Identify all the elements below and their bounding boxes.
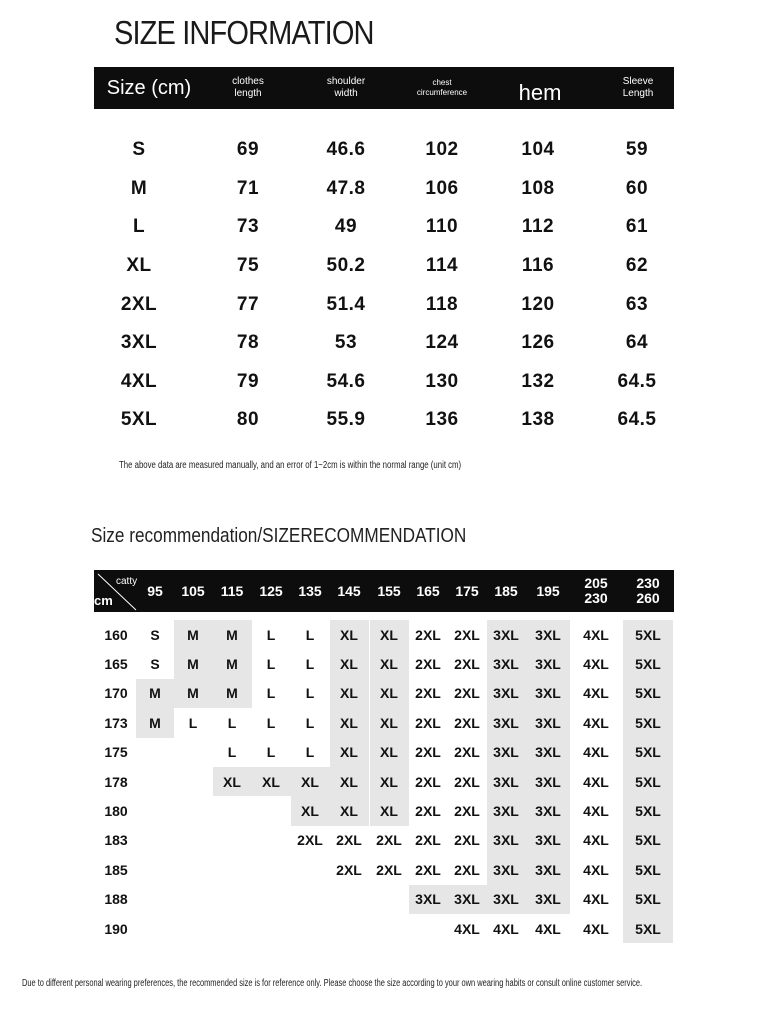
height-label: 165 [104, 656, 128, 673]
size-recommendation-cell: 3XL [526, 885, 570, 914]
size-recommendation-cell: 3XL [487, 620, 526, 649]
size-recommendation-cell [136, 885, 174, 914]
header-hem: hem [518, 80, 562, 106]
size-recommendation-cell: M [213, 649, 252, 678]
size-recommendation-cell: L [305, 744, 315, 761]
header-shoulder-width-line1: shoulder [326, 75, 366, 87]
height-label: 180 [104, 803, 128, 820]
recommendation-title: Size recommendation/SIZERECOMMENDATION [91, 525, 467, 547]
size-recommendation-cell: 3XL [487, 826, 526, 855]
size-recommendation-cell: 5XL [623, 914, 673, 943]
size-recommendation-cell: XL [370, 767, 409, 796]
size-recommendation-cell [174, 738, 213, 767]
measurement-value: 136 [425, 409, 459, 431]
table-row [94, 767, 674, 796]
size-recommendation-cell: M [174, 649, 213, 678]
weight-header: 145 [337, 582, 361, 599]
size-recommendation-cell [213, 826, 252, 855]
size-recommendation-cell: 5XL [623, 885, 673, 914]
size-recommendation-cell [330, 885, 369, 914]
size-label: M [130, 177, 148, 199]
size-recommendation-cell: 4XL [583, 714, 609, 731]
size-recommendation-cell: 2XL [415, 744, 441, 761]
size-recommendation-cell: S [150, 626, 160, 643]
size-recommendation-cell [252, 855, 291, 884]
weight-header-part: 230 [584, 590, 608, 606]
size-recommendation-cell: 3XL [487, 738, 526, 767]
table-row [94, 679, 674, 708]
header-sleeve-line1: Sleeve [622, 75, 654, 87]
table-row [94, 208, 674, 247]
measurement-value: 77 [236, 293, 260, 315]
size-recommendation-cell: 5XL [623, 679, 673, 708]
size-recommendation-cell: 3XL [526, 796, 570, 825]
size-recommendation-cell: L [305, 656, 315, 673]
size-recommendation-cell: 5XL [623, 738, 673, 767]
size-recommendation-cell [252, 796, 291, 825]
size-recommendation-cell [136, 738, 174, 767]
size-recommendation-cell: XL [330, 649, 369, 678]
measurement-value: 106 [425, 177, 459, 199]
size-label: 5XL [120, 409, 158, 431]
size-recommendation-cell: 3XL [526, 738, 570, 767]
measurement-value: 71 [236, 177, 260, 199]
measurement-value: 63 [625, 293, 649, 315]
size-recommendation-cell: L [305, 714, 315, 731]
size-recommendation-cell: XL [291, 767, 330, 796]
size-recommendation-cell: 3XL [487, 885, 526, 914]
size-recommendation-cell: XL [330, 679, 369, 708]
height-label: 188 [104, 891, 128, 908]
measurement-value: 102 [425, 139, 459, 161]
measurement-value: 73 [236, 216, 260, 238]
size-recommendation-cell: 2XL [336, 861, 362, 878]
table-row [94, 170, 674, 209]
corner-weight-label: catty [116, 576, 138, 587]
size-recommendation-cell: L [266, 656, 276, 673]
size-recommendation-cell: M [213, 620, 252, 649]
size-recommendation-cell: 4XL [583, 626, 609, 643]
measurement-value: 60 [625, 177, 649, 199]
size-recommendation-cell [136, 796, 174, 825]
size-recommendation-cell: 2XL [336, 832, 362, 849]
height-label: 178 [104, 773, 128, 790]
size-recommendation-cell: 3XL [409, 885, 448, 914]
size-recommendation-cell: 3XL [526, 855, 570, 884]
table-row [94, 324, 674, 363]
size-recommendation-cell: L [227, 744, 237, 761]
size-recommendation-cell: M [174, 679, 213, 708]
size-recommendation-cell: M [136, 708, 174, 737]
measurement-value: 132 [521, 370, 555, 392]
size-recommendation-cell: L [266, 626, 276, 643]
height-label: 190 [104, 920, 128, 937]
measurement-value: 64 [625, 332, 649, 354]
size-recommendation-cell [174, 855, 213, 884]
measurement-value: 104 [521, 139, 555, 161]
measurement-value: 120 [521, 293, 555, 315]
size-recommendation-cell: 2XL [454, 861, 480, 878]
measurement-value: 78 [236, 332, 260, 354]
size-table-body [94, 131, 674, 440]
measurement-value: 50.2 [326, 255, 366, 277]
size-recommendation-cell: 4XL [583, 861, 609, 878]
measurement-value: 80 [236, 409, 260, 431]
size-recommendation-cell: XL [370, 738, 409, 767]
size-recommendation-cell: XL [213, 767, 252, 796]
table-row [94, 826, 674, 855]
size-recommendation-cell: 4XL [583, 832, 609, 849]
measurement-value: 108 [521, 177, 555, 199]
size-recommendation-cell: L [188, 714, 198, 731]
size-recommendation-cell: 2XL [415, 626, 441, 643]
recommendation-table-header [94, 570, 674, 612]
weight-header-part: 230 [636, 575, 660, 592]
size-recommendation-cell: 5XL [623, 649, 673, 678]
table-row [94, 620, 674, 649]
height-label: 160 [104, 626, 128, 643]
size-recommendation-cell: 2XL [415, 803, 441, 820]
size-recommendation-cell: 4XL [583, 773, 609, 790]
measurement-value: 64.5 [617, 370, 657, 392]
measurement-value: 124 [425, 332, 459, 354]
size-recommendation-cell [291, 855, 330, 884]
header-size: Size (cm) [106, 76, 192, 99]
size-recommendation-cell: 3XL [487, 649, 526, 678]
weight-header: 195 [536, 582, 560, 599]
size-recommendation-cell [291, 885, 330, 914]
size-recommendation-cell: 2XL [415, 832, 441, 849]
measurement-value: 59 [625, 139, 649, 161]
header-chest-circumference [392, 67, 492, 109]
measurement-value: 46.6 [326, 139, 366, 161]
corner-height-label: cm [94, 593, 113, 608]
size-recommendation-cell: 2XL [454, 626, 480, 643]
size-recommendation-cell: XL [370, 679, 409, 708]
table-row [94, 247, 674, 286]
size-recommendation-cell: XL [370, 796, 409, 825]
size-recommendation-cell: L [266, 744, 276, 761]
size-recommendation-cell [291, 914, 330, 943]
size-recommendation-cell: 2XL [454, 803, 480, 820]
size-recommendation-cell: L [266, 714, 276, 731]
weight-header [623, 570, 673, 612]
size-recommendation-cell: 4XL [454, 920, 480, 937]
size-recommendation-cell: 3XL [526, 679, 570, 708]
measurement-value: 138 [521, 409, 555, 431]
measurement-value: 62 [625, 255, 649, 277]
measurement-value: 130 [425, 370, 459, 392]
measurement-value: 47.8 [326, 177, 366, 199]
size-recommendation-cell: 3XL [487, 796, 526, 825]
size-label: 2XL [120, 293, 158, 315]
measurement-value: 54.6 [326, 370, 366, 392]
size-recommendation-cell: 5XL [623, 855, 673, 884]
size-recommendation-cell: 3XL [448, 885, 487, 914]
header-clothes-length [198, 67, 298, 109]
size-recommendation-cell: 5XL [623, 767, 673, 796]
size-recommendation-cell [174, 767, 213, 796]
size-recommendation-cell: L [266, 685, 276, 702]
table-row [94, 885, 674, 914]
weight-header: 115 [220, 582, 244, 599]
header-clothes-length-line1: clothes [232, 75, 264, 87]
size-recommendation-cell: S [150, 656, 160, 673]
weight-header: 175 [455, 582, 479, 599]
size-recommendation-cell: 2XL [454, 832, 480, 849]
page-title: SIZE INFORMATION [114, 14, 374, 51]
header-chest-line1: chest [432, 78, 452, 87]
table-row [94, 363, 674, 402]
size-recommendation-cell: XL [330, 708, 369, 737]
measurement-value: 116 [521, 255, 555, 277]
size-recommendation-cell [136, 767, 174, 796]
header-shoulder-width [296, 67, 396, 109]
measurement-value: 110 [425, 216, 459, 238]
size-recommendation-cell: 2XL [376, 861, 402, 878]
measurement-value: 118 [425, 293, 459, 315]
measurement-value: 55.9 [326, 409, 366, 431]
header-corner [94, 570, 138, 612]
size-label: L [132, 216, 146, 238]
size-recommendation-cell [213, 885, 252, 914]
size-recommendation-cell: XL [330, 767, 369, 796]
size-recommendation-cell: 2XL [415, 861, 441, 878]
table-row [94, 401, 674, 440]
weight-header-part: 205 [584, 575, 608, 592]
size-recommendation-cell: L [305, 685, 315, 702]
table-row [94, 649, 674, 678]
size-recommendation-cell: XL [252, 767, 291, 796]
size-recommendation-cell: 3XL [487, 679, 526, 708]
size-table-header [94, 67, 674, 109]
size-recommendation-cell: 2XL [415, 656, 441, 673]
size-recommendation-cell: 2XL [454, 656, 480, 673]
size-recommendation-cell [370, 914, 409, 943]
size-recommendation-cell: 2XL [454, 744, 480, 761]
height-label: 175 [104, 744, 128, 761]
size-recommendation-cell: 4XL [583, 803, 609, 820]
size-recommendation-cell: 3XL [487, 708, 526, 737]
measurement-value: 64.5 [617, 409, 657, 431]
size-recommendation-cell: 3XL [487, 855, 526, 884]
size-recommendation-cell: 2XL [297, 832, 323, 849]
table-row [94, 796, 674, 825]
measurement-value: 112 [521, 216, 555, 238]
size-recommendation-cell [174, 914, 213, 943]
measurement-value: 79 [236, 370, 260, 392]
measurement-value: 51.4 [326, 293, 366, 315]
size-recommendation-cell: 3XL [526, 649, 570, 678]
size-recommendation-cell: 5XL [623, 796, 673, 825]
table-row [94, 914, 674, 943]
size-recommendation-cell [330, 914, 369, 943]
size-recommendation-cell: XL [370, 620, 409, 649]
size-recommendation-cell [252, 826, 291, 855]
size-recommendation-cell: XL [330, 796, 369, 825]
size-recommendation-cell: 2XL [454, 773, 480, 790]
size-recommendation-cell [213, 914, 252, 943]
size-recommendation-cell: M [174, 620, 213, 649]
size-recommendation-cell: 3XL [526, 767, 570, 796]
size-recommendation-cell: 4XL [583, 744, 609, 761]
size-recommendation-cell [213, 796, 252, 825]
height-label: 183 [104, 832, 128, 849]
weight-header [571, 570, 621, 612]
size-recommendation-cell: 5XL [623, 826, 673, 855]
measurement-value: 75 [236, 255, 260, 277]
measurement-note: The above data are measured manually, and an error of 1~2cm is within the normal range (unit cm) [119, 460, 462, 471]
measurement-value: 126 [521, 332, 555, 354]
size-recommendation-cell: 2XL [415, 773, 441, 790]
weight-header-part: 260 [636, 590, 660, 606]
size-label: 3XL [120, 332, 158, 354]
size-recommendation-cell [174, 826, 213, 855]
header-shoulder-width-line2: width [334, 88, 358, 99]
size-recommendation-cell: 5XL [623, 708, 673, 737]
table-row [94, 285, 674, 324]
measurement-value: 49 [334, 216, 358, 238]
table-row [94, 738, 674, 767]
size-recommendation-cell [252, 885, 291, 914]
size-recommendation-cell: 4XL [583, 920, 609, 937]
weight-header: 105 [181, 582, 205, 599]
size-recommendation-cell [370, 885, 409, 914]
size-recommendation-cell: 5XL [623, 620, 673, 649]
size-recommendation-cell: 2XL [376, 832, 402, 849]
height-label: 185 [104, 861, 128, 878]
size-recommendation-cell [136, 855, 174, 884]
size-recommendation-cell [252, 914, 291, 943]
table-row [94, 855, 674, 884]
size-recommendation-cell: XL [330, 620, 369, 649]
recommendation-table-body [94, 620, 674, 943]
size-recommendation-cell [136, 826, 174, 855]
size-recommendation-cell: XL [330, 738, 369, 767]
size-recommendation-cell: 2XL [415, 714, 441, 731]
size-recommendation-cell: 4XL [583, 891, 609, 908]
header-sleeve-length [588, 67, 688, 109]
size-recommendation-cell [174, 796, 213, 825]
weight-header: 155 [377, 582, 401, 599]
height-label: 173 [104, 714, 128, 731]
size-recommendation-cell: 4XL [583, 685, 609, 702]
weight-header: 135 [298, 582, 322, 599]
header-sleeve-line2: Length [622, 88, 654, 99]
size-recommendation-cell: 3XL [526, 708, 570, 737]
height-label: 170 [104, 685, 128, 702]
size-recommendation-cell [409, 914, 448, 943]
size-recommendation-cell: XL [291, 796, 330, 825]
size-recommendation-cell: M [136, 679, 174, 708]
size-recommendation-cell: L [305, 626, 315, 643]
weight-header: 125 [259, 582, 283, 599]
size-recommendation-cell: L [227, 714, 237, 731]
size-recommendation-cell: 2XL [454, 714, 480, 731]
table-row [94, 131, 674, 170]
size-recommendation-cell: 4XL [583, 656, 609, 673]
size-recommendation-cell: 2XL [415, 685, 441, 702]
measurement-value: 53 [334, 332, 358, 354]
size-recommendation-cell: 3XL [487, 767, 526, 796]
size-label: 4XL [120, 370, 158, 392]
table-row [94, 708, 674, 737]
size-recommendation-cell [174, 885, 213, 914]
reference-note: Due to different personal wearing preferences, the recommended size is for reference only. Please choose the size according to your own wearing habits or consult online customer service. [22, 978, 643, 989]
size-recommendation-cell: 3XL [526, 620, 570, 649]
header-clothes-length-line2: length [234, 88, 262, 99]
size-label: S [132, 139, 146, 161]
size-recommendation-cell: XL [370, 708, 409, 737]
measurement-value: 61 [625, 216, 649, 238]
measurement-value: 114 [425, 255, 459, 277]
measurement-value: 69 [236, 139, 260, 161]
size-recommendation-cell [213, 855, 252, 884]
size-recommendation-cell: 2XL [454, 685, 480, 702]
size-recommendation-cell: M [213, 679, 252, 708]
weight-header: 185 [494, 582, 518, 599]
size-recommendation-cell: 4XL [535, 920, 561, 937]
size-recommendation-cell: 3XL [526, 826, 570, 855]
weight-header: 165 [416, 582, 440, 599]
size-recommendation-cell: 4XL [493, 920, 519, 937]
weight-header: 95 [147, 582, 163, 599]
size-label: XL [126, 255, 152, 277]
size-recommendation-cell [136, 914, 174, 943]
header-chest-line2: circumference [416, 88, 468, 97]
size-recommendation-cell: XL [370, 649, 409, 678]
